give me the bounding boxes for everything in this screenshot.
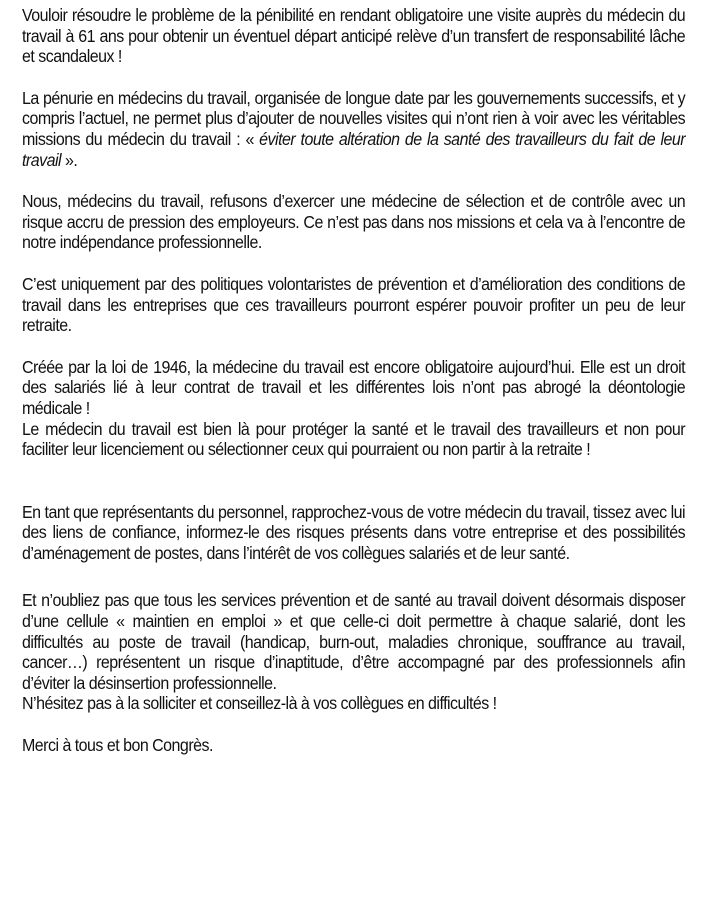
paragraph-spacer (22, 170, 685, 191)
paragraph-prevention: C’est uniquement par des politiques volontaristes de prévention et d’amélioration des conditions de travail dans les entreprises que ces travailleurs pourront espérer pouvoir profiter un peu de leur retraite. (22, 273, 686, 336)
paragraph-maintien-emploi: Et n’oubliez pas que tous les services prévention et de santé au travail doivent désormais disposer d’une cellule « maintien en emploi » et que celle-ci doit permettre à chaque salarié, dont les difficultés au poste de travail (handicap, burn-out, maladies chronique, souffrance au travail, cancer…) représentent un risque d’inaptitude, d’être accompagné par des professionnels afin d’éviter la désinsertion professionnelle. (22, 590, 686, 693)
paragraph-representants: En tant que représentants du personnel, rapprochez-vous de votre médecin du travail, tissez avec lui des liens de confiance, informez-le des risques présents dans votre entreprise et des possibilités d’aménagement de postes, dans l’intérêt de vos collègues salariés et de leur santé. (22, 501, 686, 563)
paragraph-loi-1946: Créée par la loi de 1946, la médecine du travail est encore obligatoire aujourd’hui. Elle est un droit des salariés lié à leur contrat de travail et les différentes lois n’ont pas abrogé la déontologie médicale ! (22, 356, 686, 418)
paragraph-solliciter: N’hésitez pas à la solliciter et conseillez-là à vos collègues en difficultés ! (22, 693, 497, 714)
paragraph-spacer (22, 253, 685, 274)
paragraph-penibilite: Vouloir résoudre le problème de la pénibilité en rendant obligatoire une visite auprès du médecin du travail à 61 ans pour obtenir un éventuel départ anticipé relève d’un transfert de responsabilité lâche et scandaleux ! (22, 5, 686, 67)
paragraph-penurie-text: La pénurie en médecins du travail, organisée de longue date par les gouvernements successifs, et y compris l’actuel, ne permet plus d’ajouter de nouvelles visites qui n’ont rien à voir avec les véritables missions du médecin du travail : « (22, 87, 686, 149)
paragraph-spacer (22, 460, 685, 481)
mission-quote: éviter toute altération de la santé des travailleurs du fait de leur travail (22, 128, 686, 170)
paragraph-role-medecin: Le médecin du travail est bien là pour protéger la santé et le travail des travailleurs et non pour faciliter leur licenciement ou sélectionner ceux qui pourraient ou non partir à la retraite ! (22, 418, 686, 460)
paragraph-spacer (22, 336, 685, 357)
paragraph-spacer (22, 563, 685, 584)
document-body (22, 5, 685, 756)
paragraph-spacer (22, 67, 685, 88)
paragraph-spacer (22, 481, 685, 502)
closing-line: Merci à tous et bon Congrès. (22, 735, 213, 756)
paragraph-penurie-close: ». (61, 149, 78, 170)
paragraph-spacer (22, 714, 685, 735)
paragraph-penurie (22, 88, 685, 170)
paragraph-refus-selection: Nous, médecins du travail, refusons d’exercer une médecine de sélection et de contrôle avec un risque accru de pression des employeurs. Ce n’est pas dans nos missions et cela va à l’encontre de notre indépendance professionnelle. (22, 191, 686, 253)
